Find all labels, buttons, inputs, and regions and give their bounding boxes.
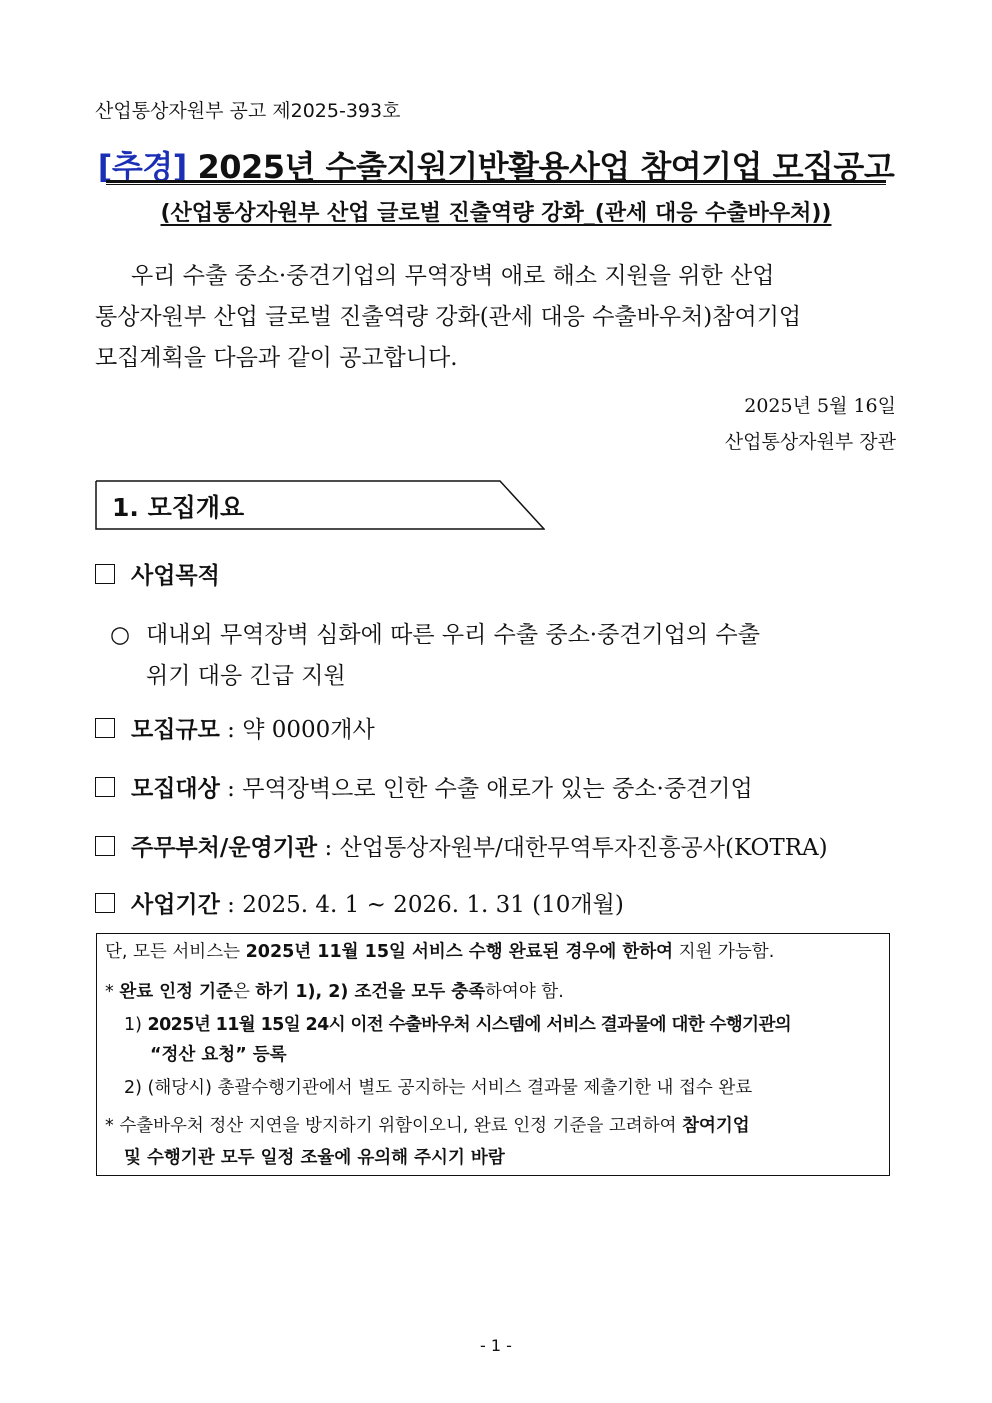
page-number: - 1 - [480, 1336, 512, 1355]
note-emphasis: 하기 1), 2) 조건을 모두 충족 [255, 982, 486, 1002]
announcement-date: 2025년 5월 16일 [744, 395, 896, 417]
checkbox-square-icon [95, 564, 115, 584]
note-line-7 [124, 1144, 505, 1169]
item-ministry [95, 829, 828, 862]
section-title: 1. 모집개요 [112, 493, 245, 522]
circle-bullet-icon: ○ [110, 622, 131, 648]
note-text: 2) (해당시) 총괄수행기관에서 별도 공지하는 서비스 결과물 제출기한 내 접수 완료 [124, 1078, 753, 1098]
note-line-5 [124, 1074, 752, 1099]
purpose-bullet [110, 615, 760, 697]
note-emphasis: “정산 요청” 등록 [150, 1045, 287, 1065]
item-scale [95, 711, 375, 744]
item-label: 사업기간 [131, 891, 220, 918]
note-text: * 수출바우처 정산 지연을 방지하기 위함이오니, 완료 인정 기준을 고려하여 [105, 1116, 683, 1136]
note-emphasis: 2025년 11월 15일 서비스 수행 완료된 경우에 한하여 [245, 942, 674, 962]
note-text: 단, 모든 서비스는 [105, 942, 246, 962]
item-target [95, 770, 753, 803]
checkbox-square-icon [95, 718, 115, 738]
note-text: 지원 가능함. [673, 942, 775, 962]
intro-line-3: 모집계획을 다음과 같이 공고합니다. [95, 345, 458, 371]
bullet-line-2: 위기 대응 긴급 지원 [146, 663, 346, 689]
checkbox-square-icon [95, 893, 115, 913]
item-value: : 2025. 4. 1 ~ 2026. 1. 31 (10개월) [219, 892, 624, 918]
item-label: 모집대상 [131, 775, 220, 802]
intro-line-1: 우리 수출 중소·중견기업의 무역장벽 애로 해소 지원을 위한 산업 [131, 263, 775, 289]
title-underline-thin [106, 184, 886, 185]
item-label: 사업목적 [131, 562, 220, 589]
title-prefix: [추경] [97, 148, 187, 186]
issuer: 산업통상자원부 장관 [724, 431, 896, 453]
item-value: : 무역장벽으로 인한 수출 애로가 있는 중소·중견기업 [219, 776, 753, 802]
item-value: : 산업통상자원부/대한무역투자진흥공사(KOTRA) [317, 835, 828, 861]
item-label: 주무부처/운영기관 [131, 834, 318, 861]
item-purpose [95, 557, 220, 590]
subtitle-text: (산업통상자원부 산업 글로벌 진출역량 강화_(관세 대응 수출바우처)) [160, 201, 832, 226]
note-text: 은 [232, 982, 256, 1002]
checkbox-square-icon [95, 836, 115, 856]
checkbox-square-icon [95, 777, 115, 797]
item-label: 모집규모 [131, 716, 220, 743]
note-emphasis: 참여기업 [682, 1116, 750, 1136]
intro-line-2: 통상자원부 산업 글로벌 진출역량 강화(관세 대응 수출바우처)참여기업 [95, 304, 802, 330]
note-line-2 [105, 978, 564, 1003]
item-period [95, 886, 624, 919]
note-text: 1) [124, 1015, 148, 1035]
note-emphasis: 완료 인정 기준 [119, 982, 233, 1002]
note-text: 하여야 함. [485, 982, 564, 1002]
intro-paragraph [95, 256, 895, 379]
title-underline-thick [106, 180, 886, 183]
document-subtitle [96, 196, 896, 227]
bullet-line-1: 대내외 무역장벽 심화에 따른 우리 수출 중소·중견기업의 수출 [146, 622, 760, 648]
notice-number: 산업통상자원부 공고 제2025-393호 [95, 100, 401, 122]
title-main: 2025년 수출지원기반활용사업 참여기업 모집공고 [186, 148, 895, 186]
note-line-4 [150, 1041, 287, 1066]
note-text: * [105, 982, 120, 1002]
note-emphasis: 및 수행기관 모두 일정 조율에 유의해 주시기 바람 [124, 1148, 505, 1168]
item-value: : 약 0000개사 [219, 717, 375, 743]
note-line-1 [105, 938, 774, 963]
note-line-3 [124, 1011, 791, 1036]
note-emphasis: 2025년 11월 15일 24시 이전 수출바우처 시스템에 서비스 결과물에 대한 수행기관의 [147, 1015, 792, 1035]
note-line-6 [105, 1112, 750, 1137]
